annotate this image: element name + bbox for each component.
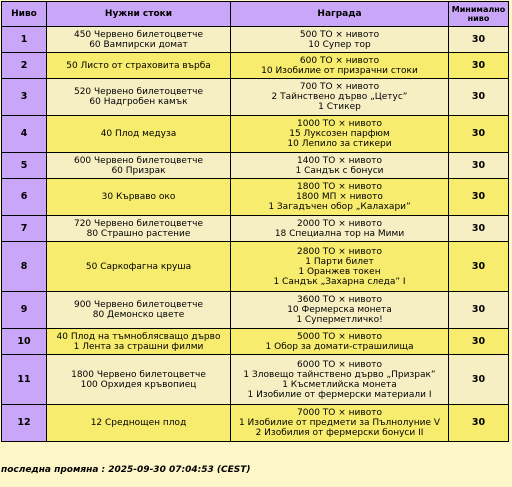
levels-table [1, 1, 509, 442]
goods-line: 50 Саркофагна круша [85, 261, 192, 272]
goods-line: 50 Листо от страховита върба [66, 60, 211, 71]
goods-cell [47, 355, 231, 405]
reward-line: 3600 ТО × нивото [297, 295, 382, 305]
level-cell: 11 [2, 355, 47, 405]
goods-cell [47, 116, 231, 153]
reward-cell [231, 79, 449, 116]
goods-cell [47, 27, 231, 53]
goods-cell [47, 405, 231, 442]
table-row [2, 355, 509, 405]
table-row [2, 179, 509, 216]
header-goods: Нужни стоки [47, 2, 231, 27]
goods-line: 60 Вампирски домат [89, 39, 188, 50]
table-row [2, 216, 509, 242]
reward-cell [231, 153, 449, 179]
reward-line: 2800 ТО × нивото [297, 246, 382, 257]
goods-line: 80 Демонско цвете [92, 310, 185, 320]
goods-cell [47, 79, 231, 116]
header-reward: Награда [231, 2, 449, 27]
table-row [2, 242, 509, 292]
table-row [2, 27, 509, 53]
min-level-cell: 30 [449, 292, 509, 329]
reward-cell [231, 242, 449, 292]
reward-cell [231, 116, 449, 153]
goods-cell [47, 153, 231, 179]
min-level-cell: 30 [449, 216, 509, 242]
table-body [2, 27, 509, 442]
level-cell: 2 [2, 53, 47, 79]
level-cell: 6 [2, 179, 47, 216]
table-row [2, 292, 509, 329]
reward-line: 6000 ТО × нивото [297, 359, 382, 370]
reward-cell [231, 179, 449, 216]
reward-line: 1400 ТО × нивото [297, 155, 382, 166]
reward-line: 1 Късметлийска монета [282, 379, 397, 390]
reward-cell [231, 27, 449, 53]
goods-line: 40 Плод медуза [100, 129, 177, 139]
reward-line: 1 Стикер [318, 102, 361, 112]
min-level-cell: 30 [449, 179, 509, 216]
level-cell: 1 [2, 27, 47, 53]
reward-cell [231, 355, 449, 405]
reward-line: 18 Специална тор на Мими [274, 228, 405, 239]
level-cell: 9 [2, 292, 47, 329]
min-level-cell: 30 [449, 355, 509, 405]
goods-line: 100 Орхидея кръвопиец [80, 379, 197, 390]
reward-line: 1 Изобилие от фермерски материали I [247, 389, 432, 400]
min-level-cell: 30 [449, 116, 509, 153]
goods-line: 80 Страшно растение [86, 228, 191, 239]
table-row [2, 405, 509, 442]
reward-line: 2 Изобилия от фермерски бонуси II [255, 428, 424, 438]
min-level-cell: 30 [449, 242, 509, 292]
goods-cell [47, 292, 231, 329]
reward-cell [231, 53, 449, 79]
goods-cell [47, 242, 231, 292]
reward-cell [231, 329, 449, 355]
level-cell: 5 [2, 153, 47, 179]
header-level: Ниво [2, 2, 47, 27]
reward-line: 1 Парти билет [305, 256, 374, 267]
reward-line: 10 Лепило за стикери [287, 139, 392, 149]
goods-cell [47, 329, 231, 355]
table-row [2, 329, 509, 355]
min-level-cell: 30 [449, 329, 509, 355]
goods-line: 600 Червено билетоцветче [73, 155, 204, 166]
goods-cell [47, 53, 231, 79]
reward-line: 10 Супер тор [308, 39, 371, 50]
reward-line: 1 Суперметличко! [296, 315, 383, 325]
goods-line: 720 Червено билетоцветче [73, 218, 204, 229]
table-row [2, 153, 509, 179]
reward-cell [231, 405, 449, 442]
reward-line: 2000 ТО × нивото [297, 218, 382, 229]
level-cell: 8 [2, 242, 47, 292]
goods-line: 30 Кърваво око [101, 192, 176, 202]
goods-line: 60 Надгробен камък [89, 97, 188, 107]
reward-line: 500 ТО × нивото [299, 29, 380, 40]
reward-line: 5000 ТО × нивото [297, 331, 382, 342]
goods-line: 520 Червено билетоцветче [73, 87, 204, 97]
goods-line: 1800 Червено билетоцветче [71, 369, 206, 380]
reward-line: 600 ТО × нивото [299, 55, 380, 66]
goods-line: 450 Червено билетоцветче [73, 29, 204, 40]
level-cell: 12 [2, 405, 47, 442]
goods-line: 60 Призрак [111, 165, 166, 176]
reward-line: 15 Луксозен парфюм [289, 129, 390, 139]
header-min-level: Минимално ниво [449, 2, 509, 27]
level-cell: 4 [2, 116, 47, 153]
table-row [2, 79, 509, 116]
goods-line: 1 Лента за страшни филми [73, 341, 204, 352]
min-level-cell: 30 [449, 27, 509, 53]
table-row [2, 116, 509, 153]
level-cell: 7 [2, 216, 47, 242]
reward-line: 1 Зловещо тайнствено дърво „Призрак” [243, 369, 436, 380]
min-level-cell: 30 [449, 79, 509, 116]
reward-line: 1 Обор за домати-страшилища [265, 341, 414, 352]
reward-line: 700 ТО × нивото [299, 82, 380, 92]
reward-line: 1000 ТО × нивото [297, 119, 382, 129]
min-level-cell: 30 [449, 153, 509, 179]
reward-line: 10 Фермерска монета [287, 305, 392, 315]
reward-cell [231, 292, 449, 329]
reward-line: 2 Тайнствено дърво „Цетус” [271, 92, 408, 102]
reward-line: 1800 ТО × нивото [297, 182, 382, 192]
reward-line: 1800 МП × нивото [296, 192, 383, 202]
goods-line: 12 Среднощен плод [90, 418, 187, 428]
reward-line: 1 Загадъчен обор „Калахари” [268, 202, 411, 212]
table-row [2, 53, 509, 79]
reward-cell [231, 216, 449, 242]
goods-line: 40 Плод на тъмноблясващо дърво [56, 331, 221, 342]
reward-line: 7000 ТО × нивото [297, 408, 382, 418]
header-row [2, 2, 509, 27]
reward-line: 1 Сандък с бонуси [295, 165, 384, 176]
reward-line: 1 Оранжев токен [298, 266, 381, 277]
goods-line: 900 Червено билетоцветче [73, 300, 204, 310]
reward-line: 1 Изобилие от предмети за Пълнолуние V [238, 418, 441, 428]
goods-cell [47, 216, 231, 242]
goods-cell [47, 179, 231, 216]
last-modified: последна промяна : 2025-09-30 07:04:53 (CEST) [1, 465, 251, 475]
min-level-cell: 30 [449, 405, 509, 442]
min-level-cell: 30 [449, 53, 509, 79]
level-cell: 10 [2, 329, 47, 355]
reward-line: 1 Сандък „Захарна следа” I [273, 276, 406, 287]
reward-line: 10 Изобилие от призрачни стоки [261, 65, 418, 76]
level-cell: 3 [2, 79, 47, 116]
